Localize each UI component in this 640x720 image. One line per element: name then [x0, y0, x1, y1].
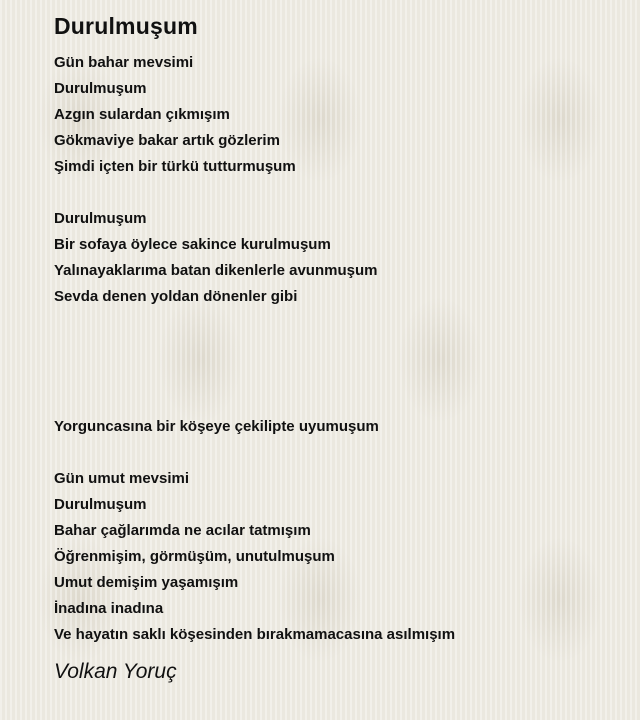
poem-line: Ve hayatın saklı köşesinden bırakmamacasına asılmışım — [54, 626, 456, 643]
stanza-break — [54, 180, 624, 206]
stanza-break — [54, 336, 624, 362]
poem-author: Volkan Yoruç — [54, 660, 177, 683]
stanza-break — [54, 440, 624, 466]
stanza-break — [54, 388, 624, 414]
poem-line: Azgın sulardan çıkmışım — [54, 106, 230, 123]
poem-line: Durulmuşum — [54, 496, 147, 513]
poem-line: Durulmuşum — [54, 80, 147, 97]
poem-line: Umut demişim yaşamışım — [54, 574, 239, 591]
poem-line: Öğrenmişim, görmüşüm, unutulmuşum — [54, 548, 335, 565]
poem-line: Sevda denen yoldan dönenler gibi — [54, 288, 298, 305]
poem-title: Durulmuşum — [54, 13, 198, 39]
poem-line: Bahar çağlarımda ne acılar tatmışım — [54, 522, 311, 539]
stanza-break — [54, 310, 624, 336]
poem-line: Bir sofaya öylece sakince kurulmuşum — [54, 236, 331, 253]
poem-line: Gökmaviye bakar artık gözlerim — [54, 132, 280, 149]
poem-line: Gün umut mevsimi — [54, 470, 190, 487]
poem-container — [54, 12, 624, 686]
poem-line: Yalınayaklarıma batan dikenlerle avunmuşum — [54, 262, 378, 279]
stanza-break — [54, 362, 624, 388]
poem-line: Durulmuşum — [54, 210, 147, 227]
poem-line: İnadına inadına — [54, 600, 164, 617]
poem-line: Gün bahar mevsimi — [54, 54, 194, 71]
poem-line: Şimdi içten bir türkü tutturmuşum — [54, 158, 296, 175]
poem-line: Yorguncasına bir köşeye çekilipte uyumuşum — [54, 418, 379, 435]
poem-body — [54, 50, 624, 648]
